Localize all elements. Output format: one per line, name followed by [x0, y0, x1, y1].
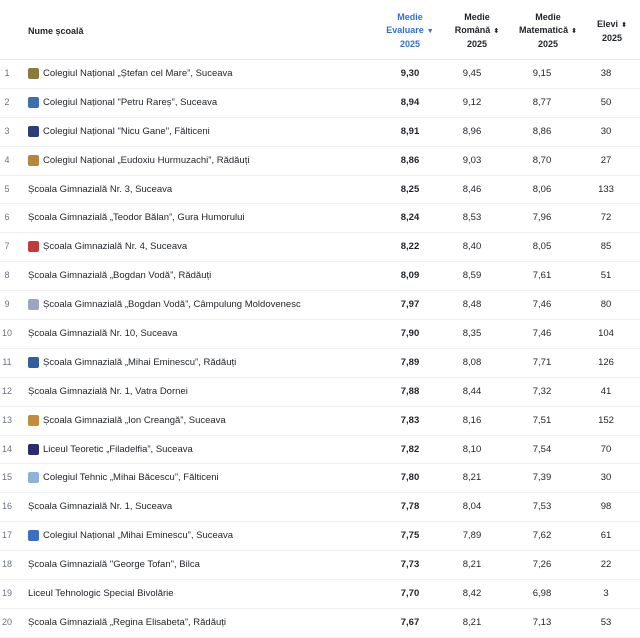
school-name: Școala Gimnazială Nr. 3, Suceava	[28, 183, 173, 195]
school-logo-icon	[28, 126, 39, 137]
matematica-average: 7,62	[532, 530, 552, 542]
student-count: 80	[600, 299, 612, 311]
matematica-average: 7,51	[532, 414, 552, 426]
school-name-link[interactable]	[28, 212, 245, 223]
student-count: 126	[598, 356, 614, 368]
student-count: 41	[600, 385, 612, 397]
student-count: 22	[600, 559, 612, 571]
romana-average: 8,35	[462, 328, 482, 340]
school-name: Școala Gimnazială „Bogdan Vodă”, Rădăuți	[28, 270, 212, 282]
school-name-link[interactable]	[28, 472, 219, 483]
table-row[interactable]	[0, 378, 640, 407]
header-matematica-line1: Medie	[535, 12, 561, 22]
romana-average: 9,45	[462, 68, 482, 79]
row-rank: 15	[1, 472, 12, 483]
table-row[interactable]	[0, 436, 640, 465]
matematica-average: 7,26	[532, 559, 552, 571]
school-name: Colegiul Național "Petru Rareș", Suceava	[43, 96, 218, 108]
table-row[interactable]	[0, 551, 640, 580]
header-romana[interactable]	[447, 11, 507, 51]
table-row[interactable]	[0, 407, 640, 436]
romana-average: 9,12	[462, 96, 482, 108]
student-count: 152	[598, 414, 614, 426]
row-rank: 19	[1, 588, 12, 599]
evaluare-average: 7,73	[400, 559, 420, 571]
row-rank: 3	[4, 125, 10, 136]
matematica-average: 7,32	[532, 385, 552, 397]
header-matematica-line3: 2025	[537, 39, 559, 49]
evaluare-average: 8,91	[400, 125, 420, 137]
evaluare-average: 7,75	[400, 530, 420, 542]
school-logo-icon	[28, 97, 39, 108]
matematica-average: 8,70	[532, 154, 552, 166]
evaluare-average: 7,67	[400, 616, 420, 628]
school-name-link[interactable]	[28, 444, 193, 455]
school-name-link[interactable]	[28, 270, 211, 281]
header-evaluare-line1: Medie	[397, 12, 423, 22]
student-count: 98	[600, 501, 612, 513]
table-row[interactable]	[0, 493, 640, 522]
school-name-link[interactable]	[28, 559, 200, 570]
school-logo-icon	[28, 68, 39, 79]
row-rank: 6	[4, 212, 10, 223]
table-row[interactable]	[0, 233, 640, 262]
romana-average: 8,44	[462, 385, 482, 397]
evaluare-average: 8,24	[400, 212, 420, 224]
evaluare-average: 7,80	[400, 472, 420, 484]
table-row[interactable]	[0, 580, 640, 609]
matematica-average: 7,13	[532, 616, 552, 628]
header-evaluare-line3: 2025	[399, 39, 421, 49]
school-logo-icon	[28, 472, 39, 483]
evaluare-average: 7,88	[400, 385, 420, 397]
table-row[interactable]	[0, 262, 640, 291]
school-name-link[interactable]	[28, 184, 172, 195]
matematica-average: 7,39	[532, 472, 552, 484]
row-rank: 18	[1, 559, 12, 570]
school-name: Școala Gimnazială Nr. 1, Vatra Dornei	[28, 385, 188, 397]
student-count: 3	[603, 588, 609, 600]
row-rank: 13	[1, 414, 12, 425]
matematica-average: 8,05	[532, 241, 552, 253]
student-count: 104	[598, 328, 614, 340]
student-count: 53	[600, 616, 612, 628]
school-name: Colegiul Național „Eudoxiu Hurmuzachi”, Rădăuți	[43, 154, 250, 166]
table-body	[0, 60, 640, 638]
table-row[interactable]	[0, 291, 640, 320]
table-row[interactable]	[0, 147, 640, 176]
table-row[interactable]	[0, 609, 640, 638]
matematica-average: 7,46	[532, 299, 552, 311]
romana-average: 8,10	[462, 443, 482, 455]
student-count: 51	[600, 270, 612, 282]
row-rank: 5	[4, 183, 10, 194]
matematica-average: 6,98	[532, 588, 552, 600]
evaluare-average: 7,83	[400, 414, 420, 426]
school-name: Școala Gimnazială „Mihai Eminescu”, Rădăuți	[43, 356, 237, 368]
header-romana-line2: Română	[454, 25, 491, 35]
sort-desc-icon: ▼	[426, 28, 434, 35]
school-name-link[interactable]	[28, 617, 226, 628]
student-count: 72	[600, 212, 612, 224]
row-rank: 7	[4, 241, 10, 252]
table-row[interactable]	[0, 320, 640, 349]
matematica-average: 8,77	[532, 96, 552, 108]
table-row[interactable]	[0, 522, 640, 551]
header-evaluare-line2: Evaluare	[386, 25, 424, 35]
romana-average: 8,21	[462, 616, 482, 628]
romana-average: 8,08	[462, 356, 482, 368]
school-name-link[interactable]	[28, 415, 226, 426]
table-row[interactable]	[0, 349, 640, 378]
row-rank: 8	[4, 270, 10, 281]
romana-average: 7,89	[462, 530, 482, 542]
school-name: Liceul Teoretic „Filadelfia”, Suceava	[43, 443, 193, 455]
matematica-average: 7,53	[532, 501, 552, 513]
evaluare-average: 7,70	[400, 588, 420, 600]
table-row[interactable]	[0, 204, 640, 233]
table-header	[0, 0, 640, 60]
school-name-link[interactable]	[28, 299, 301, 310]
header-romana-line1: Medie	[464, 12, 490, 22]
school-name: Școala Gimnazială „Ion Creangă”, Suceava	[43, 414, 226, 426]
row-rank: 12	[1, 385, 12, 396]
row-rank: 16	[1, 501, 12, 512]
school-name: Școala Gimnazială "George Tofan", Bilca	[28, 559, 200, 571]
table-row[interactable]	[0, 464, 640, 493]
school-logo-icon	[28, 357, 39, 368]
student-count: 30	[600, 472, 612, 484]
evaluare-average: 7,89	[400, 356, 420, 368]
school-name-link[interactable]	[28, 357, 236, 368]
evaluare-average: 7,97	[400, 299, 420, 311]
school-name-link[interactable]	[28, 386, 188, 397]
header-elevi-line2: 2025	[601, 33, 623, 43]
school-name-link[interactable]	[28, 588, 174, 599]
matematica-average: 7,46	[532, 328, 552, 340]
romana-average: 8,48	[462, 299, 482, 311]
evaluare-average: 7,78	[400, 501, 420, 513]
student-count: 133	[598, 183, 614, 195]
romana-average: 8,59	[462, 270, 482, 282]
evaluare-average: 7,82	[400, 443, 420, 455]
school-name-link[interactable]	[28, 68, 233, 79]
romana-average: 8,42	[462, 588, 482, 600]
school-name: Colegiul Național „Ștefan cel Mare”, Suceava	[43, 68, 233, 79]
evaluare-average: 8,25	[400, 183, 420, 195]
romana-average: 8,16	[462, 414, 482, 426]
romana-average: 9,03	[462, 154, 482, 166]
row-rank: 1	[4, 68, 10, 78]
table-row[interactable]	[0, 176, 640, 205]
row-rank: 20	[1, 616, 12, 627]
school-logo-icon	[28, 299, 39, 310]
row-rank: 2	[4, 96, 10, 107]
romana-average: 8,40	[462, 241, 482, 253]
matematica-average: 9,15	[532, 68, 552, 79]
romana-average: 8,96	[462, 125, 482, 137]
school-logo-icon	[28, 415, 39, 426]
school-logo-icon	[28, 530, 39, 541]
student-count: 38	[600, 68, 612, 79]
row-rank: 14	[1, 443, 12, 454]
student-count: 30	[600, 125, 612, 137]
row-rank: 4	[4, 154, 10, 165]
header-matematica-line2: Matematică	[519, 25, 569, 35]
sort-icon: ⬍	[493, 28, 500, 35]
student-count: 61	[600, 530, 612, 542]
table-row[interactable]	[0, 89, 640, 118]
school-logo-icon	[28, 155, 39, 166]
school-name-link[interactable]	[28, 501, 172, 512]
school-name: Școala Gimnazială „Teodor Bălan”, Gura Humorului	[28, 212, 245, 224]
school-name: Colegiul Tehnic „Mihai Băcescu”, Fălticeni	[43, 472, 219, 484]
evaluare-average: 8,94	[400, 96, 420, 108]
school-name: Școala Gimnazială Nr. 10, Suceava	[28, 328, 178, 340]
school-name: Școala Gimnazială Nr. 4, Suceava	[43, 241, 188, 253]
row-rank: 10	[1, 328, 12, 339]
school-logo-icon	[28, 241, 39, 252]
sort-icon: ⬍	[621, 22, 627, 29]
student-count: 27	[600, 154, 612, 166]
romana-average: 8,53	[462, 212, 482, 224]
school-name: Școala Gimnazială Nr. 1, Suceava	[28, 501, 173, 513]
header-evaluare-sorted[interactable]	[385, 11, 435, 51]
school-name: Liceul Tehnologic Special Bivolărie	[28, 588, 174, 600]
matematica-average: 7,54	[532, 443, 552, 455]
header-elevi[interactable]	[590, 18, 634, 45]
sort-icon: ⬍	[571, 28, 577, 35]
romana-average: 8,21	[462, 472, 482, 484]
matematica-average: 8,06	[532, 183, 552, 195]
matematica-average: 7,96	[532, 212, 552, 224]
school-name-link[interactable]	[28, 241, 187, 252]
matematica-average: 7,71	[532, 356, 552, 368]
evaluare-average: 8,22	[400, 241, 420, 253]
row-rank: 9	[4, 299, 10, 310]
school-name-link[interactable]	[28, 155, 249, 166]
school-name: Colegiul Național „Mihai Eminescu”, Suceava	[43, 530, 234, 542]
header-matematica[interactable]	[512, 11, 584, 51]
school-name-link[interactable]	[28, 328, 177, 339]
table-row[interactable]	[0, 118, 640, 147]
row-rank: 11	[2, 356, 12, 367]
header-elevi-line1: Elevi	[597, 19, 619, 29]
evaluare-average: 8,09	[400, 270, 420, 282]
evaluare-average: 7,90	[400, 328, 420, 340]
student-count: 85	[600, 241, 612, 253]
school-name-link[interactable]	[28, 530, 233, 541]
school-name: Școala Gimnazială „Regina Elisabeta”, Rădăuți	[28, 616, 227, 628]
evaluare-average: 8,86	[400, 154, 420, 166]
romana-average: 8,21	[462, 559, 482, 571]
school-name-link[interactable]	[28, 97, 217, 108]
matematica-average: 8,86	[532, 125, 552, 137]
student-count: 50	[600, 96, 612, 108]
romana-average: 8,46	[462, 183, 482, 195]
school-name-link[interactable]	[28, 126, 210, 137]
row-rank: 17	[1, 530, 12, 541]
header-school-name: Nume școală	[28, 26, 84, 36]
romana-average: 8,04	[462, 501, 482, 513]
school-name: Școala Gimnazială „Bogdan Vodă”, Câmpulung Moldovenesc	[43, 299, 301, 311]
evaluare-average: 9,30	[400, 68, 420, 79]
table-row[interactable]	[0, 60, 640, 89]
school-logo-icon	[28, 444, 39, 455]
school-name: Colegiul Național "Nicu Gane", Fălticeni	[43, 125, 210, 137]
matematica-average: 7,61	[532, 270, 552, 282]
student-count: 70	[600, 443, 612, 455]
header-romana-line3: 2025	[466, 39, 488, 49]
